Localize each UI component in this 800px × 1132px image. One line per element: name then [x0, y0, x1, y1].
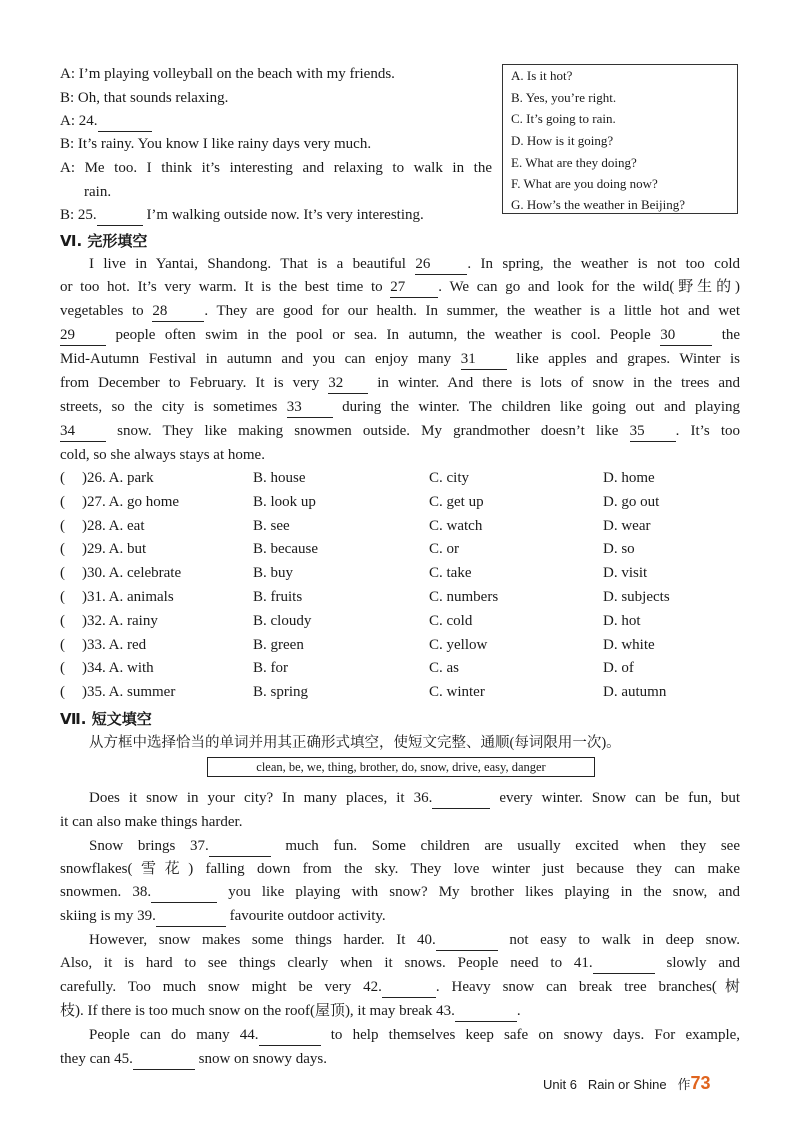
choice-row [0, 563, 800, 583]
passage-text: not easy to walk in deep snow. [509, 932, 741, 948]
question-25-label: B: 25. [60, 207, 97, 223]
passage-blank-41[interactable] [593, 953, 655, 974]
choice-a: )32. A. rainy [82, 613, 158, 629]
choice-c: C. numbers [429, 589, 499, 605]
page-number: 73 [690, 1073, 711, 1093]
passage-blank-45[interactable] [133, 1049, 195, 1070]
choice-d: D. visit [603, 565, 648, 581]
passage-line-2: it can also make things harder. [60, 814, 243, 830]
answer-paren[interactable]: ( [60, 613, 65, 629]
passage-text: you like playing with snow? My brother likes playing in the snow, and [228, 884, 741, 900]
answer-paren[interactable]: ( [60, 684, 65, 700]
passage-text: to help themselves keep safe on snowy days. For example, [330, 1027, 741, 1043]
cloze-blank-30[interactable]: 30 [660, 325, 712, 346]
passage-text: . [516, 1003, 521, 1019]
passage-line-1 [89, 788, 740, 809]
cloze-blank-35[interactable]: 35 [630, 421, 676, 442]
page-footer [543, 1074, 710, 1094]
passage-line-10 [60, 1001, 521, 1022]
cloze-blank-34[interactable]: 34 [60, 421, 106, 442]
choice-c: C. as [429, 660, 459, 676]
passage-text: snow on snowy days. [198, 1051, 327, 1067]
cloze-text: vegetables to [60, 303, 144, 319]
passage-blank-39[interactable] [156, 906, 226, 927]
choice-d: D. subjects [603, 589, 670, 605]
dialogue-line-4: B: It’s rainy. You know I like rainy days very much. [60, 136, 372, 152]
section-7-instruction: 从方框中选择恰当的单词并用其正确形式填空，使短文完整、通顺(每词限用一次)。 [89, 735, 621, 751]
choice-a: )33. A. red [82, 637, 147, 653]
choice-b: B. see [253, 518, 290, 534]
cloze-blank-32[interactable]: 32 [328, 373, 368, 394]
word-box: clean, be, we, thing, brother, do, snow, drive, easy, danger [207, 757, 595, 777]
passage-text: snowmen. 38. [60, 884, 152, 900]
choice-a: )28. A. eat [82, 518, 145, 534]
passage-text: Does it snow in your city? In many places, it 36. [89, 790, 433, 806]
choice-d: D. go out [603, 494, 660, 510]
choice-b: B. buy [253, 565, 294, 581]
dialogue-line-5: A: Me too. I think it’s interesting and relaxing to walk in the [60, 160, 492, 176]
choice-c: C. get up [429, 494, 484, 510]
passage-text: much fun. Some children are usually excited when they see [285, 838, 740, 854]
option-f: F. What are you doing now? [511, 176, 658, 191]
answer-paren[interactable]: ( [60, 589, 65, 605]
cloze-line-6 [60, 373, 740, 394]
passage-text: Snow brings 37. [89, 838, 209, 854]
choice-a: )30. A. celebrate [82, 565, 182, 581]
cloze-text: . They are good for our health. In summer, the weather is a little hot and wet [204, 303, 741, 319]
choice-a: )26. A. park [82, 470, 154, 486]
option-d: D. How is it going? [511, 133, 614, 148]
passage-text: However, snow makes some things harder. It 40. [89, 932, 436, 948]
answer-blank-25[interactable] [97, 205, 143, 226]
dialogue-line-3 [60, 111, 152, 132]
passage-line-5 [60, 882, 740, 903]
choice-c: C. city [429, 470, 469, 486]
cloze-blank-29[interactable]: 29 [60, 325, 106, 346]
passage-text: every winter. Snow can be fun, but [499, 790, 741, 806]
cloze-line-5 [60, 349, 740, 370]
question-24-label: A: 24. [60, 113, 98, 129]
choice-d: D. of [603, 660, 634, 676]
cloze-line-7 [60, 397, 740, 418]
choice-b: B. for [253, 660, 288, 676]
cloze-text: . It’s too [675, 423, 740, 439]
passage-line-7 [89, 930, 740, 951]
passage-blank-43[interactable] [455, 1001, 517, 1022]
section-7-title: Ⅶ. 短文填空 [60, 710, 152, 728]
answer-paren[interactable]: ( [60, 494, 65, 510]
choice-row [0, 611, 800, 631]
answer-paren[interactable]: ( [60, 565, 65, 581]
choice-a: )34. A. with [82, 660, 154, 676]
choice-b: B. spring [253, 684, 309, 700]
passage-blank-42[interactable] [382, 977, 436, 998]
choice-row [0, 682, 800, 702]
choice-d: D. hot [603, 613, 641, 629]
choice-row [0, 658, 800, 678]
choice-row [0, 587, 800, 607]
passage-line-3 [89, 836, 740, 857]
passage-blank-38[interactable] [151, 882, 217, 903]
cloze-text: in winter. And there is lots of snow in the trees and [377, 375, 741, 391]
footer-unit: Unit 6 [543, 1077, 577, 1092]
answer-paren[interactable]: ( [60, 541, 65, 557]
cloze-text: Mid-Autumn Festival in autumn and you can enjoy many [60, 351, 452, 367]
cloze-text: snow. They like making snowmen outside. My grandmother doesn’t like [117, 423, 619, 439]
choice-b: B. because [253, 541, 318, 557]
cloze-blank-28[interactable]: 28 [152, 301, 204, 322]
cloze-line-8 [60, 421, 740, 442]
option-a: A. Is it hot? [511, 68, 573, 83]
choice-b: B. cloudy [253, 613, 312, 629]
option-c: C. It’s going to rain. [511, 111, 616, 126]
choice-a: )35. A. summer [82, 684, 176, 700]
dialogue-line-6 [60, 205, 424, 226]
choice-d: D. home [603, 470, 655, 486]
dialogue-line-2: B: Oh, that sounds relaxing. [60, 90, 229, 106]
cloze-blank-31[interactable]: 31 [461, 349, 507, 370]
passage-line-6 [60, 906, 386, 927]
cloze-text: the [721, 327, 741, 343]
cloze-text: during the winter. The children like going out and playing [342, 399, 741, 415]
passage-line-4: snowflakes(雪花) falling down from the sky. They love winter just because they can make [60, 861, 740, 877]
passage-line-8 [60, 953, 740, 974]
options-box [502, 64, 738, 214]
footer-label: 作 [677, 1077, 691, 1092]
passage-text: favourite outdoor activity. [229, 908, 386, 924]
passage-text: they can 45. [60, 1051, 133, 1067]
option-e: E. What are they doing? [511, 155, 637, 170]
cloze-line-2 [60, 277, 740, 298]
cloze-text: I live in Yantai, Shandong. That is a beautiful [89, 256, 406, 272]
cloze-blank-26[interactable]: 26 [415, 254, 467, 275]
passage-line-12 [60, 1049, 327, 1070]
passage-text: carefully. Too much snow might be very 42. [60, 979, 382, 995]
passage-text: Also, it is hard to see things clearly when it snows. People need to 41. [60, 955, 593, 971]
choice-d: D. so [603, 541, 635, 557]
section-6-title: Ⅵ. 完形填空 [60, 232, 148, 250]
passage-line-9 [60, 977, 740, 998]
passage-text: slowly and [666, 955, 740, 971]
choice-row [0, 539, 800, 559]
answer-paren[interactable]: ( [60, 470, 65, 486]
passage-text: 枝). If there is too much snow on the roof(屋顶), it may break 43. [60, 1003, 455, 1019]
dialogue-line-6-text: I’m walking outside now. It’s very interesting. [146, 207, 424, 223]
passage-blank-36[interactable] [432, 788, 490, 809]
passage-text: . Heavy snow can break tree branches(树 [435, 979, 740, 995]
passage-blank-44[interactable] [259, 1025, 321, 1046]
option-g: G. How’s the weather in Beijing? [511, 197, 686, 212]
choice-c: C. take [429, 565, 472, 581]
cloze-blank-27[interactable]: 27 [390, 277, 438, 298]
choice-b: B. look up [253, 494, 316, 510]
dialogue-line-1: A: I’m playing volleyball on the beach with my friends. [60, 66, 395, 82]
choice-c: C. or [429, 541, 459, 557]
cloze-line-9: cold, so she always stays at home. [60, 447, 265, 463]
answer-paren[interactable]: ( [60, 518, 65, 534]
choice-b: B. fruits [253, 589, 303, 605]
choice-b: B. green [253, 637, 304, 653]
passage-blank-37[interactable] [209, 836, 271, 857]
choice-row [0, 492, 800, 512]
footer-title: Rain or Shine [587, 1077, 667, 1092]
answer-paren[interactable]: ( [60, 660, 65, 676]
cloze-text: streets, so the city is sometimes [60, 399, 278, 415]
cloze-text: people often swim in the pool or sea. In autumn, the weather is cool. People [115, 327, 651, 343]
passage-blank-40[interactable] [436, 930, 498, 951]
choice-a: )29. A. but [82, 541, 147, 557]
cloze-line-3 [60, 301, 740, 322]
cloze-blank-33[interactable]: 33 [287, 397, 333, 418]
cloze-text: . We can go and look for the wild(野生的) [438, 279, 740, 295]
option-b: B. Yes, you’re right. [511, 90, 617, 105]
choice-a: )31. A. animals [82, 589, 174, 605]
choice-c: C. watch [429, 518, 483, 534]
choice-d: D. wear [603, 518, 651, 534]
cloze-line-1 [89, 254, 740, 275]
choice-c: C. yellow [429, 637, 488, 653]
answer-paren[interactable]: ( [60, 637, 65, 653]
choice-c: C. cold [429, 613, 473, 629]
choice-c: C. winter [429, 684, 485, 700]
choice-row [0, 468, 800, 488]
cloze-text: or too hot. It’s very warm. It is the best time to [60, 279, 383, 295]
choice-d: D. autumn [603, 684, 667, 700]
cloze-text: from December to February. It is very [60, 375, 320, 391]
choice-a: )27. A. go home [82, 494, 180, 510]
cloze-text: like apples and grapes. Winter is [516, 351, 741, 367]
cloze-text: . In spring, the weather is not too cold [467, 256, 740, 272]
choice-row [0, 635, 800, 655]
passage-text: skiing is my 39. [60, 908, 156, 924]
dialogue-line-5-cont: rain. [84, 184, 112, 200]
cloze-line-4 [60, 325, 740, 346]
choice-d: D. white [603, 637, 655, 653]
answer-blank-24[interactable] [98, 111, 152, 132]
choice-row [0, 516, 800, 536]
passage-text: People can do many 44. [89, 1027, 259, 1043]
passage-line-11 [89, 1025, 740, 1046]
choice-b: B. house [253, 470, 306, 486]
